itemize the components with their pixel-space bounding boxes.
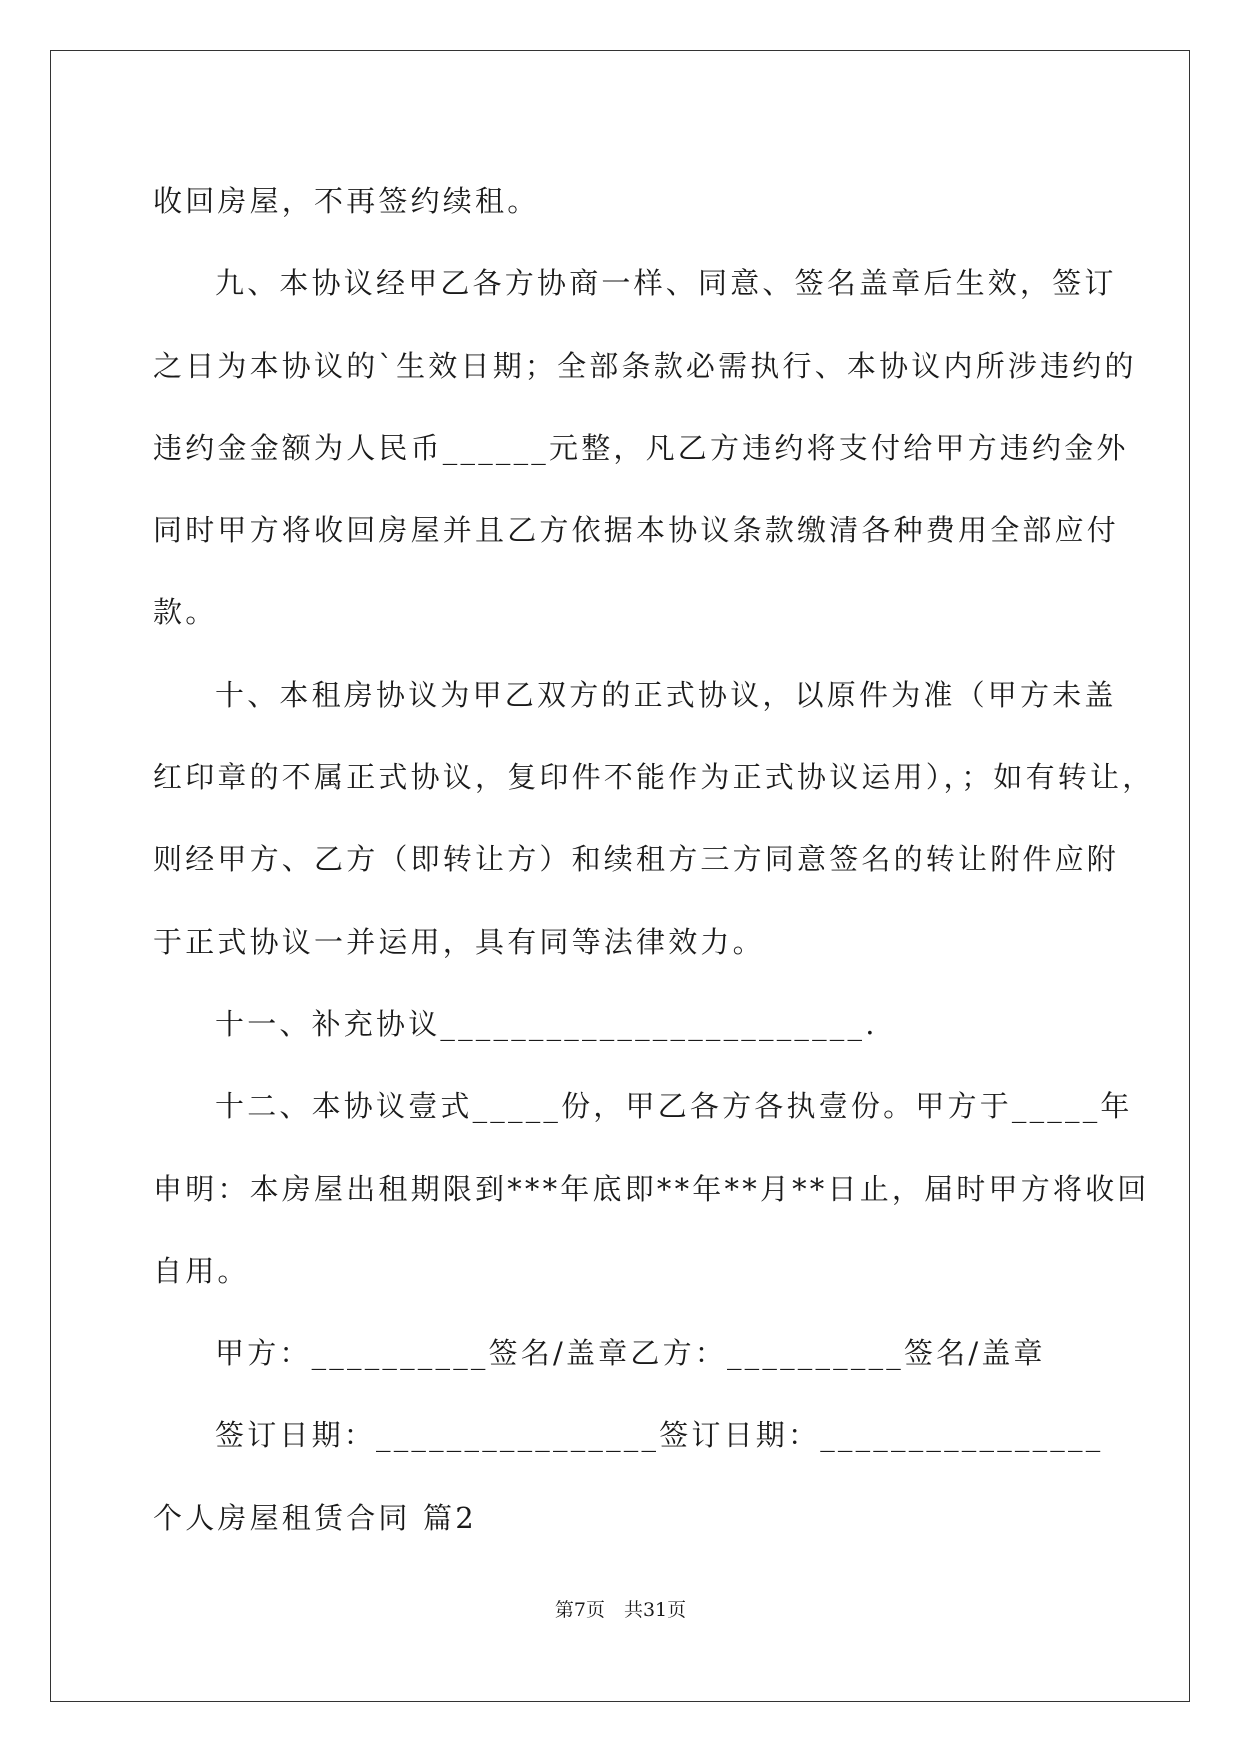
text-line: 收回房屋，不再签约续租。 [153, 184, 540, 218]
document-body [153, 160, 1155, 1559]
signature-line: 甲方：__________签名/盖章乙方：__________签名/盖章 [215, 1336, 1046, 1371]
clause-12-line: 十二、本协议壹式_____份，甲乙各方各执壹份。甲方于_____年 [215, 1089, 1133, 1124]
section-heading: 个人房屋租赁合同 篇2 [153, 1500, 477, 1535]
signing-date-line: 签订日期：________________签订日期：________________ [215, 1418, 1104, 1453]
page-number: 第7页 共31页 [554, 1599, 687, 1621]
clause-10-line: 十、本租房协议为甲乙双方的正式协议，以原件为准（甲方未盖 [215, 677, 1117, 712]
text-line: 则经甲方、乙方（即转让方）和续租方三方同意签名的转让附件应附 [153, 842, 1120, 877]
text-line: 红印章的不属正式协议，复印件不能作为正式协议运用），；如有转让， [153, 760, 1155, 795]
text-line: 款。 [153, 595, 218, 630]
statement-line: 申明：本房屋出租期限到***年底即**年**月**日止，届时甲方将收回 [153, 1171, 1150, 1206]
text-line: 于正式协议一并运用，具有同等法律效力。 [153, 924, 765, 959]
text-line: 同时甲方将收回房屋并且乙方依据本协议条款缴清各种费用全部应付 [153, 513, 1120, 548]
text-line: 之日为本协议的`生效日期；全部条款必需执行、本协议内所涉违约的 [153, 348, 1137, 383]
clause-9-line: 九、本协议经甲乙各方协商一样、同意、签名盖章后生效，签订 [215, 266, 1117, 301]
clause-11-line: 十一、补充协议________________________. [215, 1006, 878, 1041]
text-line: 违约金金额为人民币______元整，凡乙方违约将支付给甲方违约金外 [153, 430, 1129, 465]
text-line: 自用。 [153, 1253, 250, 1288]
